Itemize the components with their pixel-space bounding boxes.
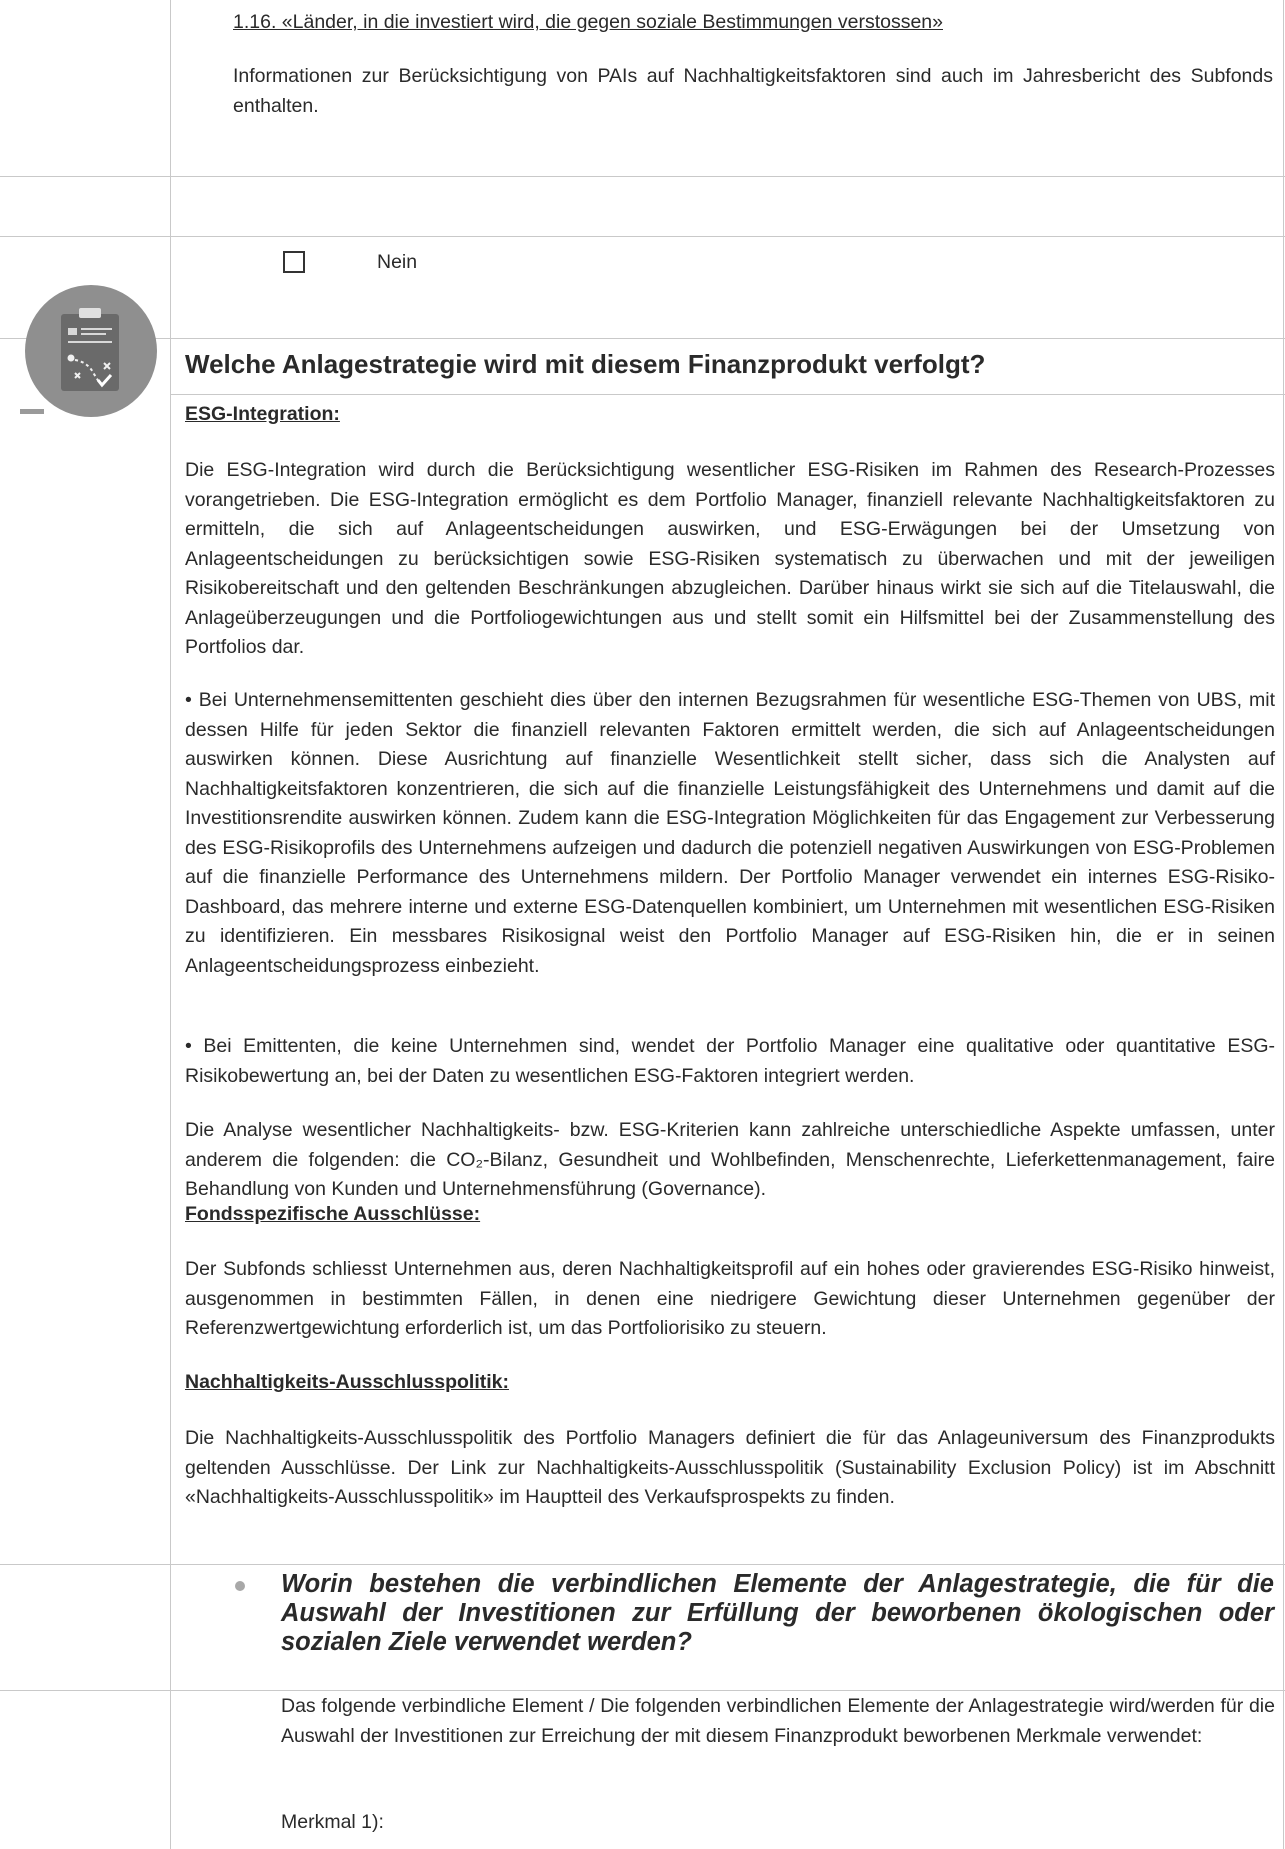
feature-1-label: Merkmal 1):	[281, 1811, 384, 1833]
fund-exclusions-heading: Fondsspezifische Ausschlüsse:	[185, 1203, 481, 1225]
esg-integration-heading: ESG-Integration:	[185, 403, 340, 425]
row-divider	[0, 236, 1285, 237]
row-divider	[0, 1564, 1285, 1565]
strategy-heading: Welche Anlagestrategie wird mit diesem Finanzprodukt verfolgt?	[185, 349, 986, 379]
binding-elements-answer: Das folgende verbindliche Element / Die folgenden verbindlichen Elemente der Anlagestrategie wird/werden für die Auswahl der Investitionen zur Erreichung der mit diesem Finanzprodukt beworbenen Merkmale verwendet:	[281, 1695, 1275, 1747]
row-divider	[0, 176, 1285, 177]
row-divider	[0, 338, 1285, 339]
esg-integration-paragraph: Die ESG-Integration wird durch die Berücksichtigung wesentlicher ESG-Risiken im Rahmen des Research-Prozesses vorangetrieben. Die ESG-Integration ermöglicht es dem Portfolio Manager, finanziell relevante Nachhaltigkeitsfaktoren zu ermitteln, die sich auf Anlageentscheidungen auswirken, und ESG-Erwägungen bei der Umsetzung von Anlageentscheidungen zu berücksichtigen sowie ESG-Risiken systematisch zu überwachen und mit der jeweiligen Risikobereitschaft und den geltenden Beschränkungen abzugleichen. Darüber hinaus wirkt sie sich auf die Titelauswahl, die Anlageüberzeugungen und die Portfoliogewichtungen aus und stellt somit ein Hilfsmittel bei der Zusammenstellung des Portfolios dar.	[185, 459, 1275, 658]
bullet-icon	[235, 1581, 245, 1591]
nein-checkbox[interactable]	[283, 251, 305, 273]
left-column-border	[170, 0, 171, 1849]
row-divider	[0, 1690, 1285, 1691]
nein-label: Nein	[377, 251, 418, 273]
fund-exclusions-paragraph: Der Subfonds schliesst Unternehmen aus, deren Nachhaltigkeitsprofil auf ein hohes oder gravierendes ESG-Risiko hinweist, ausgenommen in bestimmten Fällen, in denen eine niedrigere Gewichtung dieser Unternehmen gegenüber der Referenzwertgewichtung erforderlich ist, um das Portfoliorisiko zu steuern.	[185, 1258, 1275, 1339]
clipboard-strategy-icon	[20, 267, 158, 435]
row-divider	[170, 394, 1285, 395]
binding-elements-question: Worin bestehen die verbindlichen Elemente der Anlagestrategie, die für die Auswahl der Investitionen zur Erfüllung der beworbenen ökologischen oder sozialen Ziele verwendet werden?	[281, 1570, 1274, 1656]
pai-info-paragraph: Informationen zur Berücksichtigung von PAIs auf Nachhaltigkeitsfaktoren sind auch im Jahresbericht des Subfonds enthalten.	[233, 65, 1273, 117]
esg-criteria-paragraph: Die Analyse wesentlicher Nachhaltigkeits- bzw. ESG-Kriterien kann zahlreiche unterschiedliche Aspekte umfassen, unter anderem die folgenden: die CO₂-Bilanz, Gesundheit und Wohlbefinden, Menschenrechte, Lieferkettenmanagement, faire Behandlung von Kunden und Unternehmensführung (Governance).	[185, 1119, 1275, 1200]
item-title: 1.16. «Länder, in die investiert wird, die gegen soziale Bestimmungen verstossen»	[233, 11, 943, 33]
non-corporate-issuers-paragraph: • Bei Emittenten, die keine Unternehmen sind, wendet der Portfolio Manager eine qualitative oder quantitative ESG-Risikobewertung an, bei der Daten zu wesentlichen ESG-Faktoren integriert werden.	[185, 1035, 1275, 1087]
corporate-issuers-paragraph: • Bei Unternehmensemittenten geschieht dies über den internen Bezugsrahmen für wesentliche ESG-Themen von UBS, mit dessen Hilfe für jeden Sektor die finanziell relevanten Faktoren ermittelt werden, die sich auf Anlageentscheidungen auswirken können. Diese Ausrichtung auf finanzielle Wesentlichkeit stellt sicher, dass sich die Analysten auf Nachhaltigkeitsfaktoren konzentrieren, die sich auf die finanzielle Leistungsfähigkeit des Unternehmens und damit auf die Investitionsrendite auswirken können. Zudem kann die ESG-Integration Möglichkeiten für das Engagement zur Verbesserung des ESG-Risikoprofils des Unternehmens aufzeigen und dadurch die potenziell negativen Auswirkungen von ESG-Problemen auf die finanzielle Performance des Unternehmens mildern. Der Portfolio Manager verwendet ein internes ESG-Risiko-Dashboard, das mehrere interne und externe ESG-Datenquellen kombiniert, um Unternehmen mit wesentlichen ESG-Risiken zu identifizieren. Ein messbares Risikosignal weist den Portfolio Manager auf ESG-Risiken hin, die er in seinen Anlageentscheidungsprozess einbezieht.	[185, 689, 1275, 977]
exclusion-policy-heading: Nachhaltigkeits-Ausschlusspolitik:	[185, 1371, 509, 1393]
exclusion-policy-paragraph: Die Nachhaltigkeits-Ausschlusspolitik des Portfolio Managers definiert die für das Anlageuniversum des Finanzprodukts geltenden Ausschlüsse. Der Link zur Nachhaltigkeits-Ausschlusspolitik (Sustainability Exclusion Policy) ist im Abschnitt «Nachhaltigkeits-Ausschlusspolitik» im Hauptteil des Verkaufsprospekts zu finden.	[185, 1427, 1275, 1508]
right-table-border	[1283, 0, 1284, 1849]
